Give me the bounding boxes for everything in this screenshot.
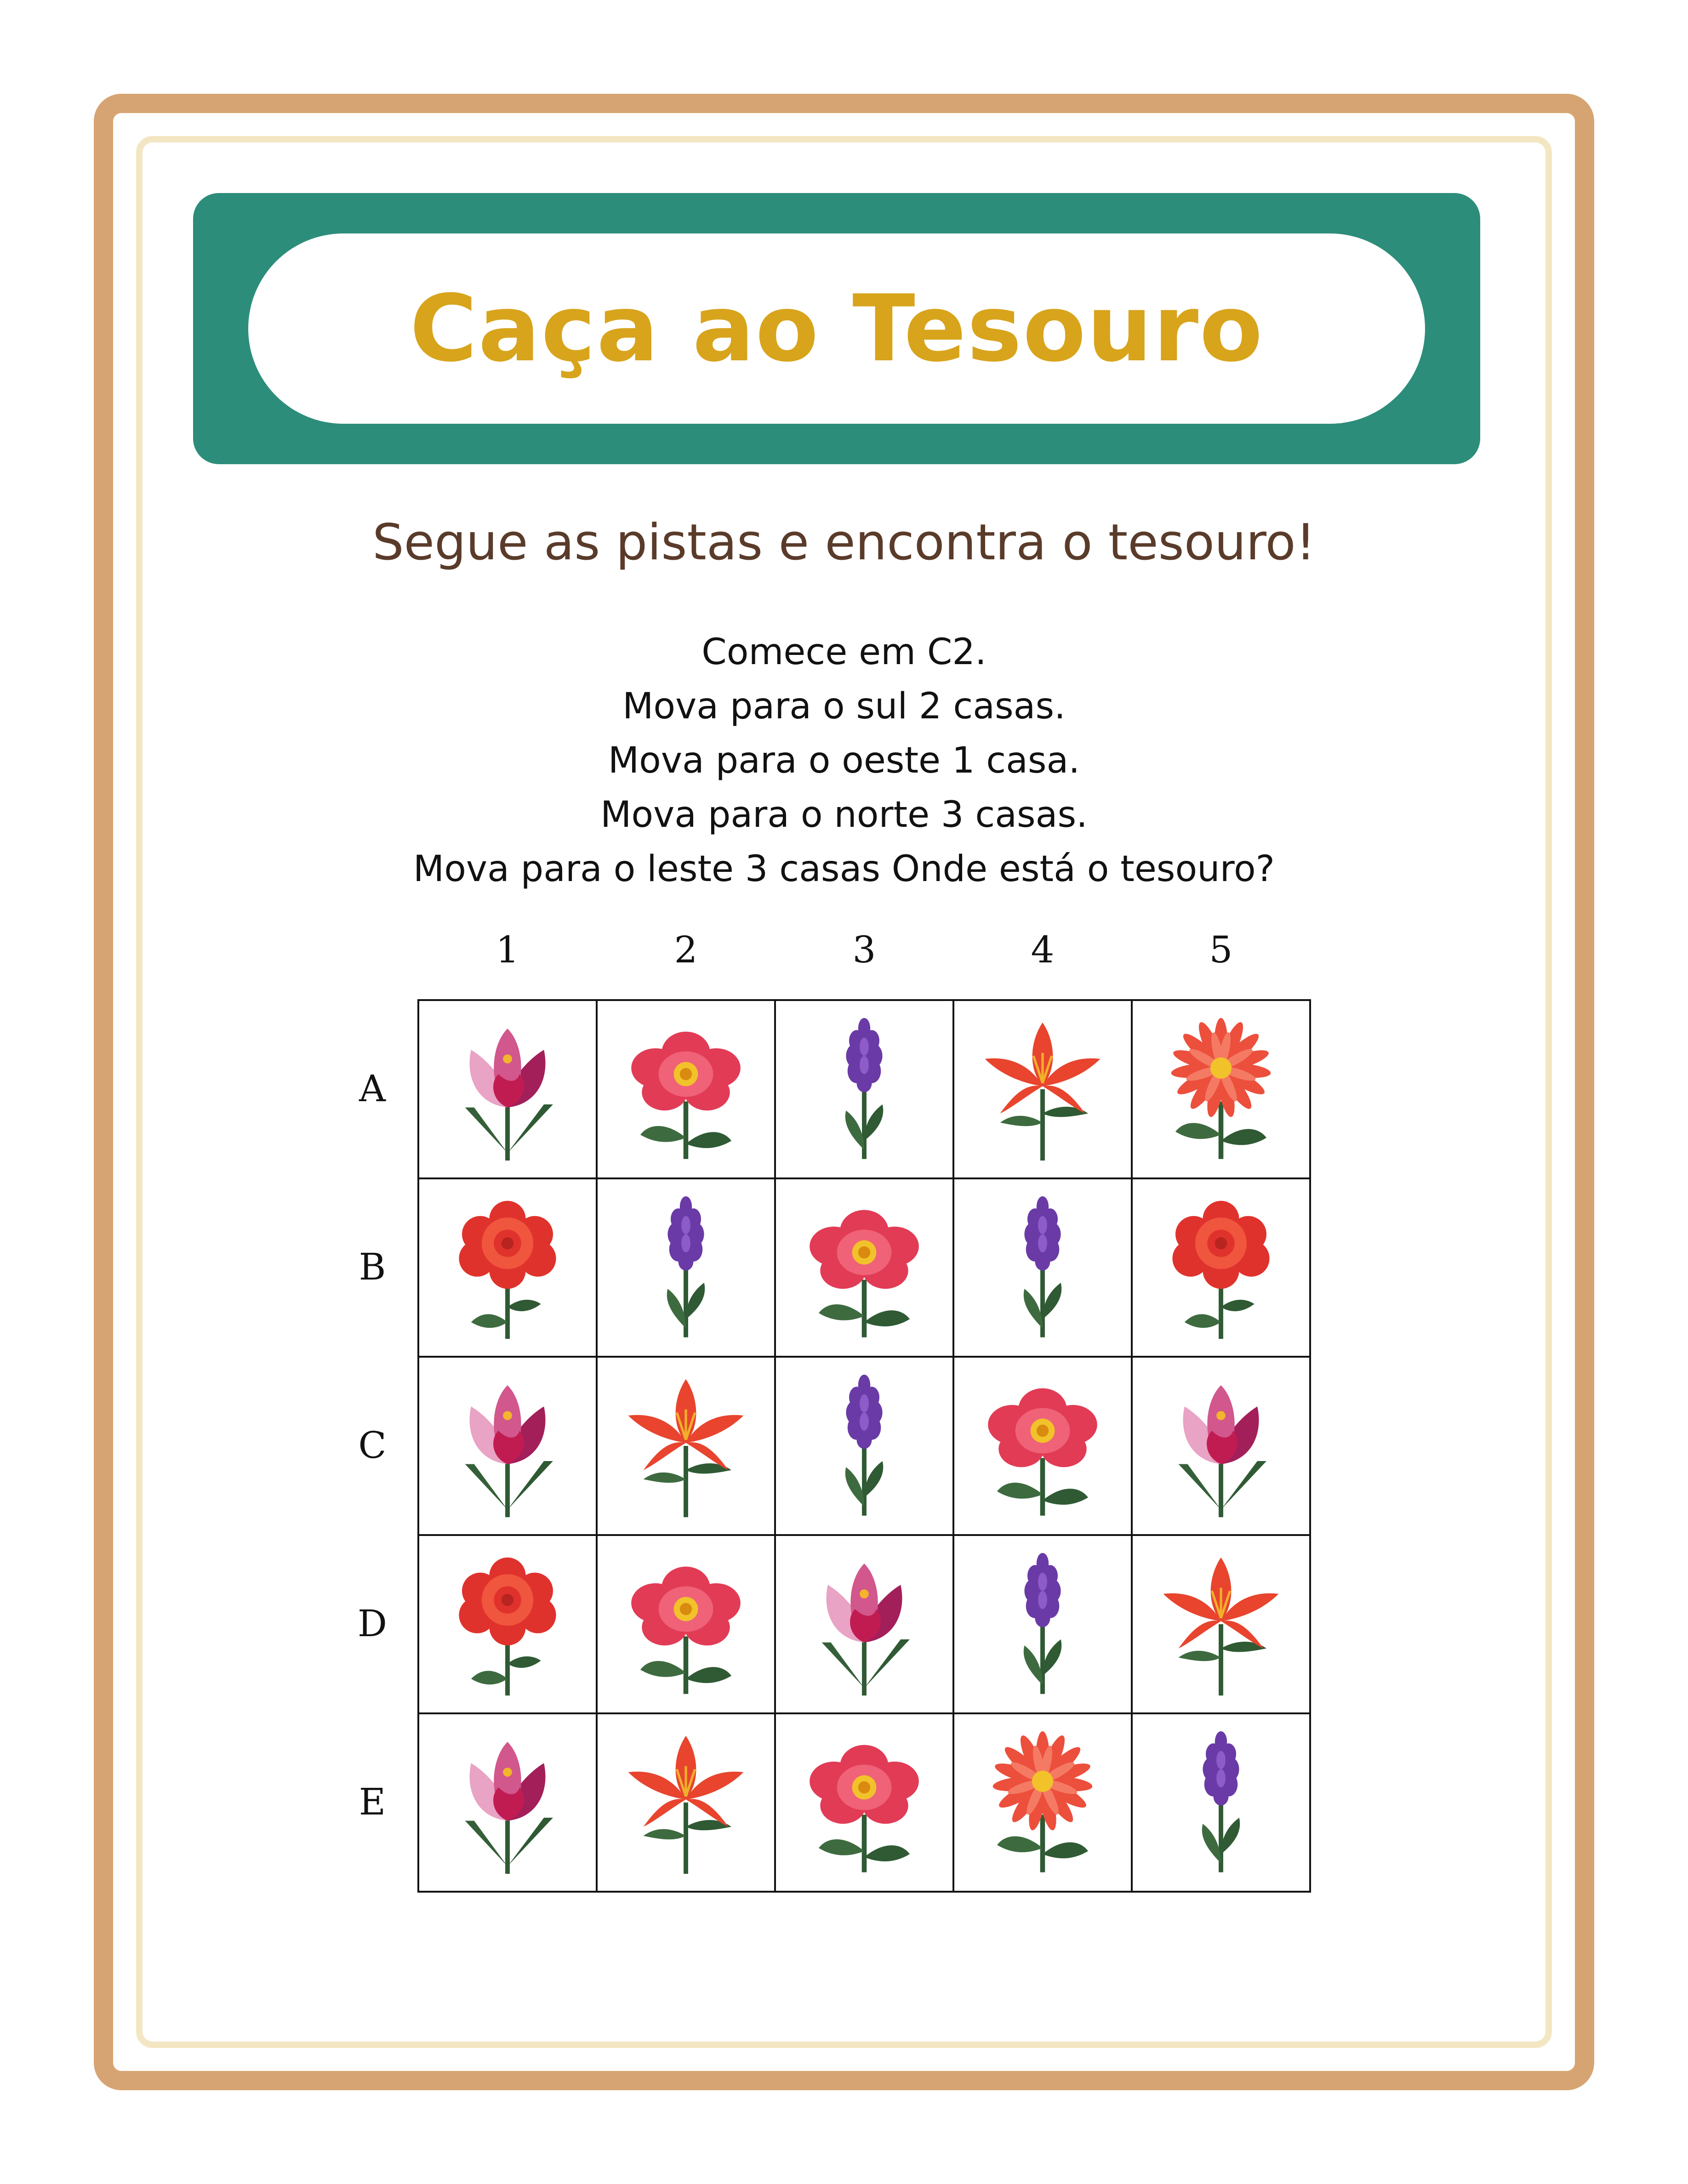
daisy-icon (967, 1727, 1118, 1878)
grid-cell-D1[interactable] (419, 1536, 598, 1714)
grid-cell-C1[interactable] (419, 1358, 598, 1536)
poppy-icon (610, 1013, 762, 1165)
row-label: B (359, 1246, 386, 1288)
lavender-icon (610, 1192, 762, 1343)
subtitle: Segue as pistas e encontra o tesouro! (372, 514, 1316, 571)
carnation-icon (432, 1548, 583, 1700)
grid-cell-B4[interactable] (954, 1179, 1133, 1358)
tulip-icon (432, 1013, 583, 1165)
tulip-icon (1145, 1370, 1297, 1522)
grid-cell-D3[interactable] (776, 1536, 954, 1714)
grid-cell-E3[interactable] (776, 1714, 954, 1893)
column-label: 2 (674, 928, 698, 971)
clues-list (0, 625, 1688, 896)
page-title: Caça ao Tesouro (410, 275, 1264, 382)
grid-cell-B1[interactable] (419, 1179, 598, 1358)
grid-cell-C4[interactable] (954, 1358, 1133, 1536)
lavender-icon (788, 1370, 940, 1522)
clue-line: Mova para o leste 3 casas Onde está o tesouro? (413, 848, 1275, 890)
grid-cell-E4[interactable] (954, 1714, 1133, 1893)
tulip-icon (788, 1548, 940, 1700)
grid-cell-E5[interactable] (1133, 1714, 1311, 1893)
lily-icon (610, 1370, 762, 1522)
carnation-icon (1145, 1192, 1297, 1343)
clue-line: Mova para o sul 2 casas. (622, 686, 1066, 727)
row-label: D (357, 1602, 388, 1645)
grid-cell-A5[interactable] (1133, 1001, 1311, 1179)
clue-line: Comece em C2. (701, 631, 987, 673)
carnation-icon (432, 1192, 583, 1343)
row-label: A (359, 1067, 386, 1110)
grid-cell-A4[interactable] (954, 1001, 1133, 1179)
grid-cell-B3[interactable] (776, 1179, 954, 1358)
grid-cell-A3[interactable] (776, 1001, 954, 1179)
lily-icon (967, 1013, 1118, 1165)
grid-cell-D5[interactable] (1133, 1536, 1311, 1714)
tulip-icon (432, 1370, 583, 1522)
lily-icon (610, 1727, 762, 1878)
grid-cell-C3[interactable] (776, 1358, 954, 1536)
grid-cell-D2[interactable] (598, 1536, 776, 1714)
column-label: 4 (1031, 928, 1055, 971)
grid-cell-E1[interactable] (419, 1714, 598, 1893)
grid-cell-D4[interactable] (954, 1536, 1133, 1714)
grid-cell-C5[interactable] (1133, 1358, 1311, 1536)
grid-cell-A2[interactable] (598, 1001, 776, 1179)
column-label: 1 (496, 928, 519, 971)
lavender-icon (788, 1013, 940, 1165)
column-label: 5 (1209, 928, 1233, 971)
lavender-icon (967, 1192, 1118, 1343)
poppy-icon (788, 1192, 940, 1343)
title-pill (248, 233, 1425, 424)
daisy-icon (1145, 1013, 1297, 1165)
poppy-icon (788, 1727, 940, 1878)
treasure-grid (417, 999, 1311, 1893)
grid-cell-E2[interactable] (598, 1714, 776, 1893)
grid-cell-C2[interactable] (598, 1358, 776, 1536)
poppy-icon (610, 1548, 762, 1700)
tulip-icon (432, 1727, 583, 1878)
clue-line: Mova para o oeste 1 casa. (608, 740, 1080, 781)
grid-cell-A1[interactable] (419, 1001, 598, 1179)
lavender-icon (967, 1548, 1118, 1700)
lavender-icon (1145, 1727, 1297, 1878)
row-label: C (358, 1424, 387, 1467)
poppy-icon (967, 1370, 1118, 1522)
row-label: E (359, 1780, 386, 1823)
clue-line: Mova para o norte 3 casas. (600, 794, 1088, 836)
grid-cell-B5[interactable] (1133, 1179, 1311, 1358)
grid-cell-B2[interactable] (598, 1179, 776, 1358)
lily-icon (1145, 1548, 1297, 1700)
column-label: 3 (852, 928, 876, 971)
